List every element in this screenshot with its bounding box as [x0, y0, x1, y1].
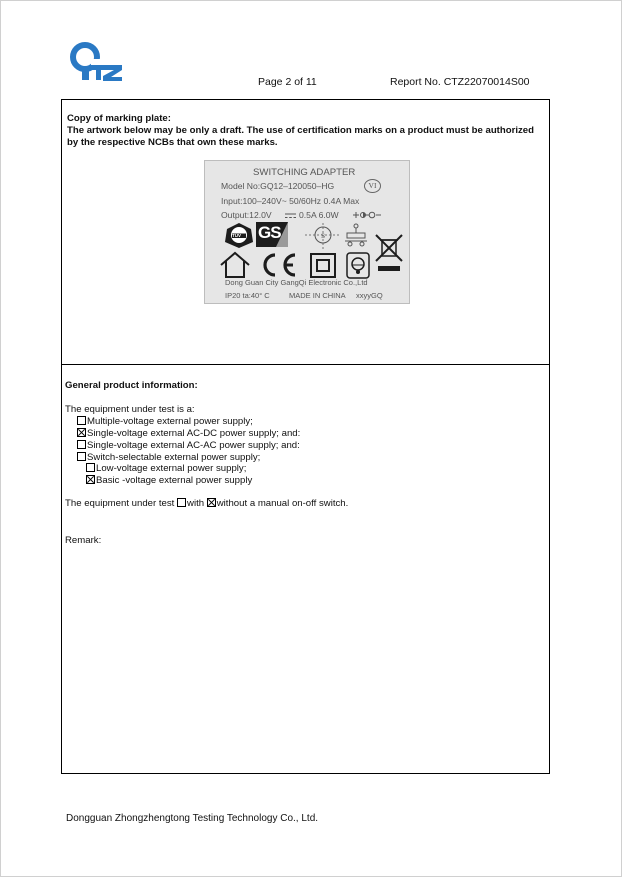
marking-note: The artwork below may be only a draft. The use of certification marks on a product must be authorized by the respective NCBs that own these marks.	[67, 125, 534, 148]
checkbox-checked-icon	[86, 475, 95, 484]
indoor-house-icon	[219, 251, 251, 279]
transformer-symbol-icon	[344, 223, 368, 247]
content-table	[61, 99, 550, 774]
svg-text:S: S	[321, 234, 326, 240]
option-switch-selectable	[65, 452, 535, 464]
ctz-logo	[66, 40, 124, 82]
footer-company: Dongguan Zhongzhengtong Testing Technology Co., Ltd.	[66, 813, 319, 824]
plate-output-rating: 0.5A 6.0W	[299, 210, 339, 220]
weee-bin-icon	[374, 233, 404, 275]
indoor-use-icon	[305, 223, 341, 249]
plate-code: xxyyGQ	[356, 291, 383, 300]
option-label: Switch-selectable external power supply;	[87, 451, 261, 463]
switch-with-label: with	[187, 498, 205, 510]
efficiency-level-mark: VI	[364, 179, 381, 193]
report-number: Report No. CTZ22070014S00	[390, 76, 530, 88]
marking-plate-artwork	[204, 160, 410, 304]
option-low-voltage	[65, 463, 535, 475]
general-heading: General product information:	[65, 380, 198, 391]
switch-line	[65, 498, 535, 510]
tuv-label: TÜV	[232, 232, 241, 238]
ce-mark-icon	[257, 252, 299, 278]
option-label: Low-voltage external power supply;	[96, 463, 247, 475]
checkbox-empty-icon	[77, 440, 86, 449]
switch-without-label: without a manual on-off switch.	[216, 498, 349, 510]
page-number: Page 2 of 11	[258, 76, 317, 88]
plate-ip-rating: IP20 ta:40° C	[225, 291, 270, 300]
plate-output-label: Output:12.0V	[221, 210, 272, 220]
gs-label: GS	[258, 223, 281, 242]
checkbox-empty-icon	[177, 498, 186, 507]
marking-plate-section	[67, 113, 537, 149]
polarity-icon	[352, 210, 382, 220]
option-single-voltage-acdc	[65, 428, 535, 440]
option-basic-voltage	[65, 475, 535, 487]
checkbox-empty-icon	[77, 452, 86, 461]
option-label: Single-voltage external AC-AC power supply; and:	[87, 439, 300, 451]
plate-model: Model No:GQ12–120050–HG	[221, 181, 335, 191]
plate-title: SWITCHING ADAPTER	[253, 167, 356, 178]
plate-input: Input:100–240V~ 50/60Hz 0.4A Max	[221, 196, 360, 206]
checkbox-empty-icon	[86, 463, 95, 472]
class-ii-icon	[309, 252, 337, 279]
option-label: Multiple-voltage external power supply;	[87, 415, 253, 427]
marking-heading: Copy of marking plate:	[67, 113, 171, 124]
plate-made-in: MADE IN CHINA	[289, 291, 346, 300]
option-label: Basic -voltage external power supply	[96, 475, 253, 487]
remark-label: Remark:	[65, 535, 102, 547]
option-label: Single-voltage external AC-DC power supply; and:	[87, 427, 301, 439]
section-divider	[62, 364, 549, 365]
option-single-voltage-acac	[65, 440, 535, 452]
safety-transformer-icon	[346, 252, 370, 279]
general-info-section	[65, 380, 535, 547]
plate-manufacturer: Dong Guan City GangQi Electronic Co.,Ltd	[225, 278, 368, 287]
checkbox-checked-icon	[207, 498, 216, 507]
switch-prefix: The equipment under test	[65, 498, 175, 510]
option-multiple-voltage	[65, 416, 535, 428]
dc-symbol-icon	[285, 213, 296, 219]
eut-intro: The equipment under test is a:	[65, 404, 195, 415]
checkbox-empty-icon	[77, 416, 86, 425]
checkbox-checked-icon	[77, 428, 86, 437]
